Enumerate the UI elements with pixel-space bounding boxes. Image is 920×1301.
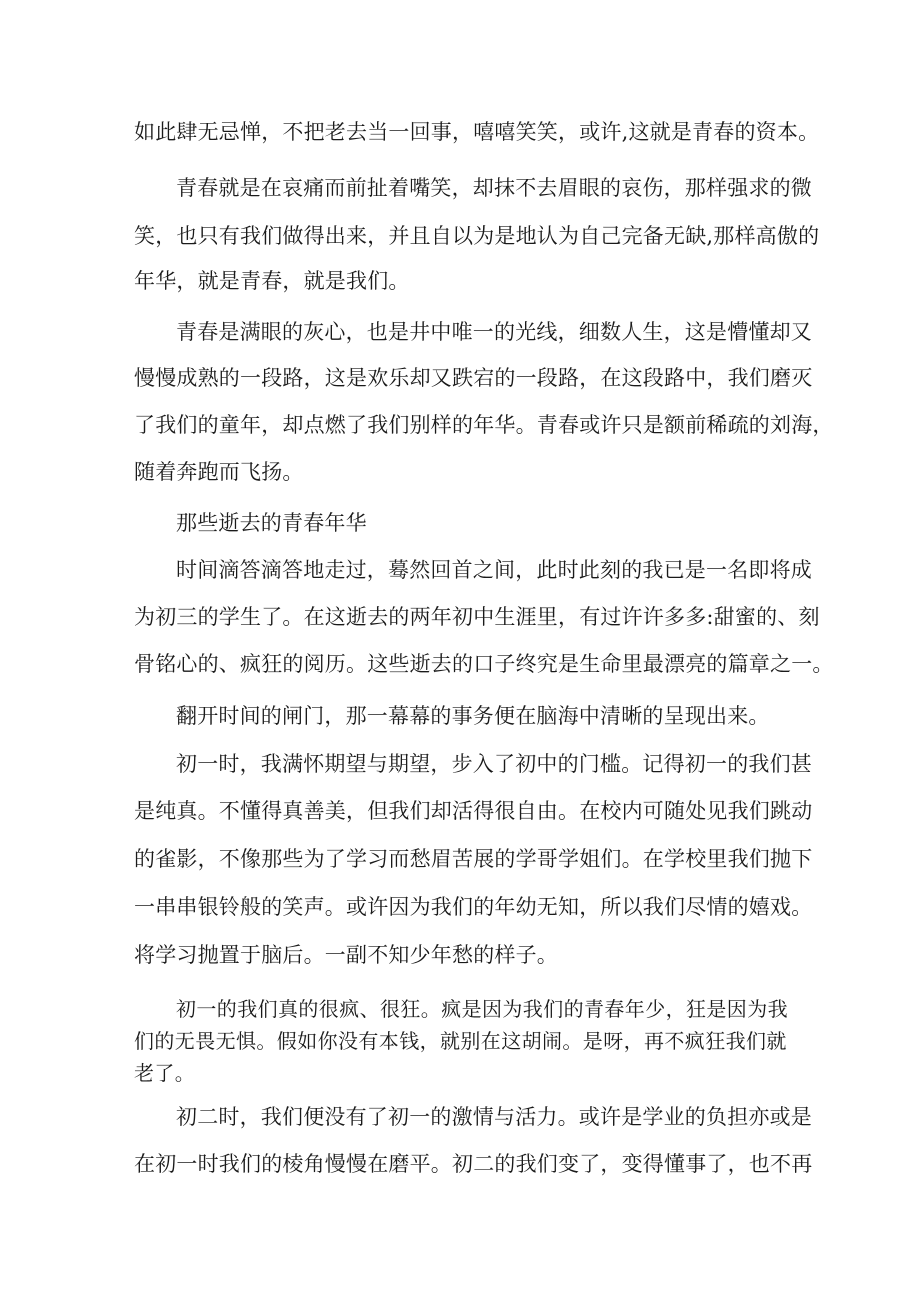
paragraph-line: 初二时，我们便没有了初一的激情与活力。或许是学业的负担亦或是	[176, 1105, 812, 1129]
paragraph-line: 笑，也只有我们做得出来，并且自以为是地认为自己完备无缺,那样高傲的	[134, 224, 820, 248]
paragraph-line: 慢慢成熟的一段路，这是欢乐却又跌宕的一段路，在这段路中，我们磨灭	[134, 366, 813, 390]
paragraph-line: 翻开时间的闸门，那一幕幕的事务便在脑海中清晰的呈现出来。	[176, 704, 770, 728]
paragraph-line: 时间滴答滴答地走过，蓦然回首之间，此时此刻的我已是一名即将成	[176, 558, 812, 582]
paragraph-line: 青春就是在哀痛而前扯着嘴笑，却抹不去眉眼的哀伤，那样强求的微	[176, 176, 812, 200]
paragraph-line: 为初三的学生了。在这逝去的两年初中生涯里，有过许许多多:甜蜜的、刻	[134, 605, 820, 629]
paragraph-line: 的雀影，不像那些为了学习而愁眉苦展的学哥学姐们。在学校里我们抛下	[134, 847, 813, 871]
paragraph-line: 老了。	[134, 1061, 196, 1085]
paragraph-line: 了我们的童年，却点燃了我们别样的年华。青春或许只是额前稀疏的刘海，	[134, 413, 834, 437]
paragraph-line: 骨铭心的、疯狂的阅历。这些逝去的口子终究是生命里最漂亮的篇章之一。	[134, 652, 834, 676]
paragraph-line: 随着奔跑而飞扬。	[134, 460, 304, 484]
paragraph-line: 将学习抛置于脑后。一副不知少年愁的样子。	[134, 943, 558, 967]
paragraph-line: 在初一时我们的棱角慢慢在磨平。初二的我们变了，变得懂事了，也不再	[134, 1152, 813, 1176]
paragraph-line: 青春是满眼的灰心，也是井中唯一的光线，细数人生，这是懵懂却又	[176, 320, 812, 344]
paragraph-line: 初一的我们真的很疯、很狂。疯是因为我们的青春年少，狂是因为我	[176, 997, 788, 1021]
paragraph-line: 年华，就是青春，就是我们。	[134, 269, 410, 293]
paragraph-line: 初一时，我满怀期望与期望，步入了初中的门槛。记得初一的我们甚	[176, 752, 812, 776]
paragraph-line: 们的无畏无惧。假如你没有本钱，就别在这胡闹。是呀，再不疯狂我们就	[134, 1029, 787, 1053]
paragraph-line: 是纯真。不懂得真善美，但我们却活得很自由。在校内可随处见我们跳动	[134, 799, 813, 823]
paragraph-line: 一串串银铃般的笑声。或许因为我们的年幼无知，所以我们尽情的嬉戏。	[134, 895, 813, 919]
paragraph-line: 如此肆无忌惮，不把老去当一回事，嘻嘻笑笑，或许,这就是青春的资本。	[134, 120, 820, 144]
section-heading: 那些逝去的青春年华	[176, 511, 367, 535]
